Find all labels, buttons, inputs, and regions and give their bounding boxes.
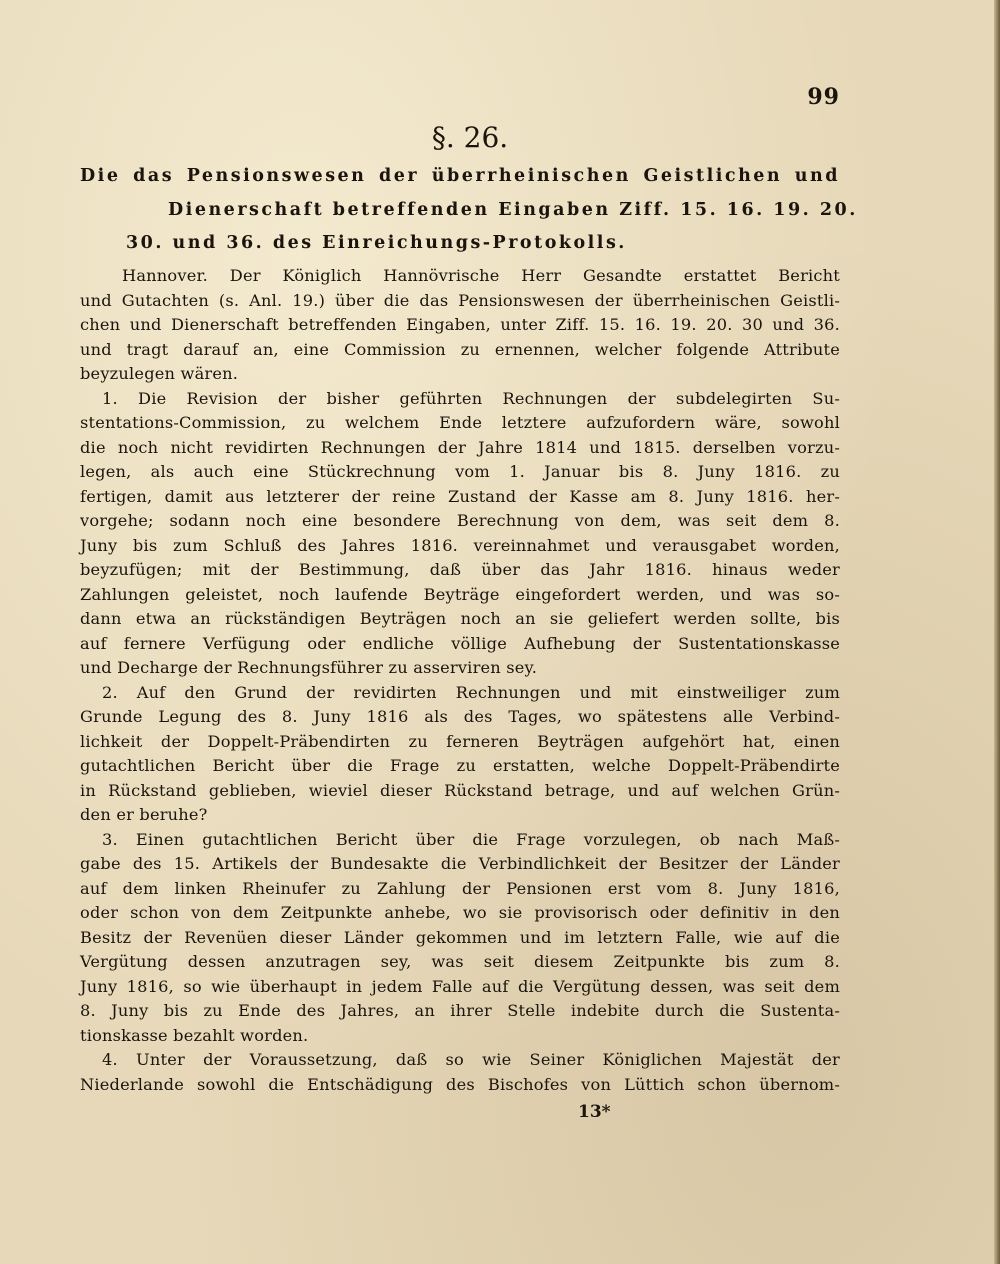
body-line: Hannover. Der Königlich Hannövrische Herr Gesandte erstattet Bericht bbox=[122, 266, 840, 285]
body-line: beyzulegen wären. bbox=[80, 364, 239, 383]
body-line: 1. Die Revision der bisher geführten Rechnungen der subdelegirten Su- bbox=[102, 389, 840, 408]
body-line: auf fernere Verfügung oder endliche völlige Aufhebung der Sustentationskasse bbox=[80, 634, 840, 653]
body-line: Besitz der Revenüen dieser Länder gekommen und im letztern Falle, wie auf die bbox=[80, 928, 840, 947]
page-edge bbox=[994, 0, 1000, 1264]
body-line: Zahlungen geleistet, noch laufende Beyträge eingefordert werden, und was so- bbox=[80, 585, 840, 604]
body-line: dann etwa an rückständigen Beyträgen noch an sie geliefert werden sollte, bis bbox=[80, 609, 840, 628]
body-line: und Gutachten (s. Anl. 19.) über die das Pensionswesen der überrheinischen Geistli- bbox=[80, 291, 840, 310]
body-line: Niederlande sowohl die Entschädigung des Bischofes von Lüttich schon übernom- bbox=[80, 1075, 840, 1094]
heading-line: 30. und 36. des Einreichungs-Protokolls. bbox=[126, 233, 627, 253]
heading-line: Die das Pensionswesen der überrheinischen Geistlichen und bbox=[80, 166, 840, 186]
body-line: 2. Auf den Grund der revidirten Rechnungen und mit einstweiliger zum bbox=[102, 683, 840, 702]
body-line: fertigen, damit aus letzterer der reine Zustand der Kasse am 8. Juny 1816. her- bbox=[80, 487, 840, 506]
body-line: auf dem linken Rheinufer zu Zahlung der Pensionen erst vom 8. Juny 1816, bbox=[80, 879, 840, 898]
body-line: 8. Juny bis zu Ende des Jahres, an ihrer Stelle indebite durch die Sustenta- bbox=[80, 1001, 840, 1020]
catchword: 13* bbox=[578, 1102, 611, 1122]
body-line: Vergütung dessen anzutragen sey, was seit diesem Zeitpunkte bis zum 8. bbox=[80, 952, 840, 971]
body-line: lichkeit der Doppelt-Präbendirten zu ferneren Beyträgen aufgehört hat, einen bbox=[80, 732, 840, 751]
body-line: legen, als auch eine Stückrechnung vom 1. Januar bis 8. Juny 1816. zu bbox=[80, 462, 840, 481]
body-line: stentations-Commission, zu welchem Ende letztere aufzufordern wäre, sowohl bbox=[80, 413, 840, 432]
section-heading: §. 26. bbox=[431, 121, 509, 154]
body-line: tionskasse bezahlt worden. bbox=[80, 1026, 309, 1045]
heading-line: Dienerschaft betreffenden Eingaben Ziff. 15. 16. 19. 20. bbox=[168, 200, 858, 220]
body-line: und tragt darauf an, eine Commission zu ernennen, welcher folgende Attribute bbox=[80, 340, 840, 359]
body-line: beyzufügen; mit der Bestimmung, daß über das Jahr 1816. hinaus weder bbox=[80, 560, 840, 579]
body-line: die noch nicht revidirten Rechnungen der Jahre 1814 und 1815. derselben vorzu- bbox=[80, 438, 840, 457]
body-line: Grunde Legung des 8. Juny 1816 als des Tages, wo spätestens alle Verbind- bbox=[80, 707, 840, 726]
body-line: vorgehe; sodann noch eine besondere Berechnung von dem, was seit dem 8. bbox=[80, 511, 840, 530]
body-line: chen und Dienerschaft betreffenden Eingaben, unter Ziff. 15. 16. 19. 20. 30 und 36. bbox=[80, 315, 840, 334]
body-line: Juny bis zum Schluß des Jahres 1816. vereinnahmet und verausgabet worden, bbox=[80, 536, 840, 555]
page-number: 99 bbox=[807, 84, 840, 110]
body-line: oder schon von dem Zeitpunkte anhebe, wo sie provisorisch oder definitiv in den bbox=[80, 903, 840, 922]
body-line: Juny 1816, so wie überhaupt in jedem Falle auf die Vergütung dessen, was seit dem bbox=[80, 977, 840, 996]
body-line: gabe des 15. Artikels der Bundesakte die Verbindlichkeit der Besitzer der Länder bbox=[80, 854, 840, 873]
body-line: 3. Einen gutachtlichen Bericht über die Frage vorzulegen, ob nach Maß- bbox=[102, 830, 840, 849]
body-line: den er beruhe? bbox=[80, 805, 208, 824]
body-line: 4. Unter der Voraussetzung, daß so wie Seiner Königlichen Majestät der bbox=[102, 1050, 840, 1069]
body-line: und Decharge der Rechnungsführer zu asserviren sey. bbox=[80, 658, 538, 677]
body-line: gutachtlichen Bericht über die Frage zu erstatten, welche Doppelt-Präbendirte bbox=[80, 756, 840, 775]
body-line: in Rückstand geblieben, wieviel dieser Rückstand betrage, und auf welchen Grün- bbox=[80, 781, 840, 800]
